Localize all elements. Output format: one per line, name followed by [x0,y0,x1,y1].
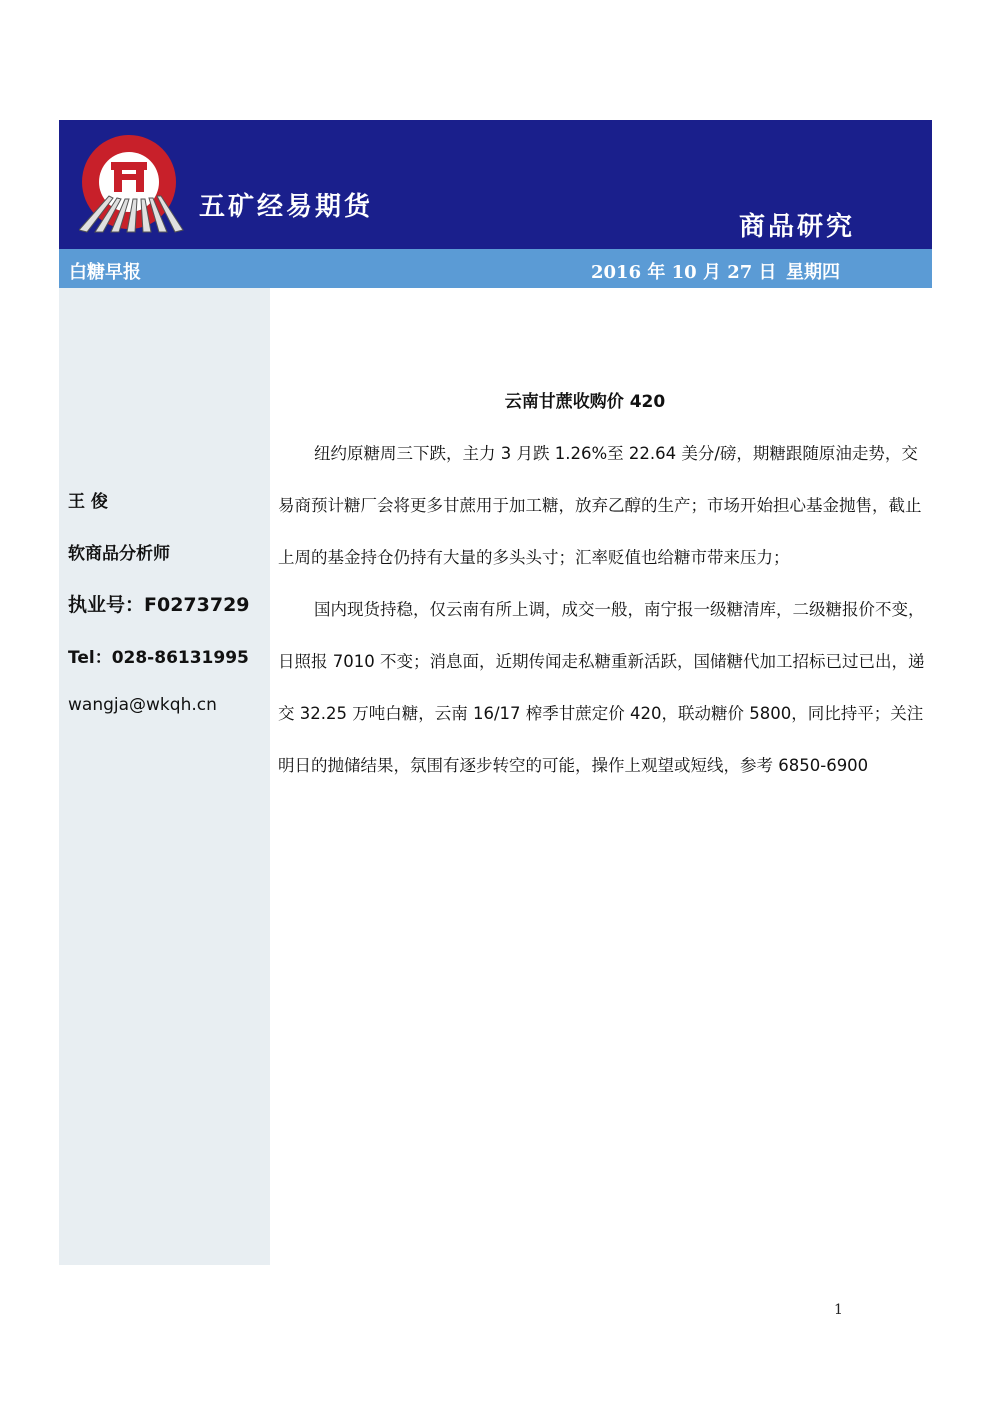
analyst-tel: Tel：028-86131995 [68,648,249,668]
header-banner [59,120,932,249]
article-body [278,376,932,792]
report-name: 白糖早报 [69,262,141,283]
analyst-name: 王 俊 [68,492,108,512]
section-label: 商品研究 [739,212,856,242]
report-weekday: 星期四 [786,262,840,283]
minmetals-logo [79,134,189,234]
analyst-email[interactable]: wangja@wkqh.cn [68,695,217,715]
report-subbar [59,249,932,288]
company-name: 五矿经易期货 [199,192,374,222]
article-paragraph-1: 纽约原糖周三下跌，主力 3 月跌 1.26%至 22.64 美分/磅，期糖跟随原油走势，交易商预计糖厂会将更多甘蔗用于加工糖，放弃乙醇的生产；市场开始担心基金抛售，截止上周的基金持仓仍持有大量的多头头寸；汇率贬值也给糖市带来压力； [278,444,922,567]
analyst-license: 执业号：F0273729 [68,594,250,616]
analyst-sidebar [59,288,270,1265]
analyst-title: 软商品分析师 [68,544,170,564]
page-number: 1 [834,1302,843,1318]
article-title: 云南甘蔗收购价 420 [504,392,666,412]
article-paragraph-2: 国内现货持稳，仅云南有所上调，成交一般，南宁报一级糖清库，二级糖报价不变，日照报 7010 不变；消息面，近期传闻走私糖重新活跃，国储糖代加工招标已过已出，递交 32.25 万吨白糖，云南 16/17 榨季甘蔗定价 420，联动糖价 5800，同比持平；关注明日的抛储结果，氛围有逐步转空的可能，操作上观望或短线，参考 6850-6900 [278,600,925,775]
report-date: 2016 年 10 月 27 日 [591,262,777,283]
